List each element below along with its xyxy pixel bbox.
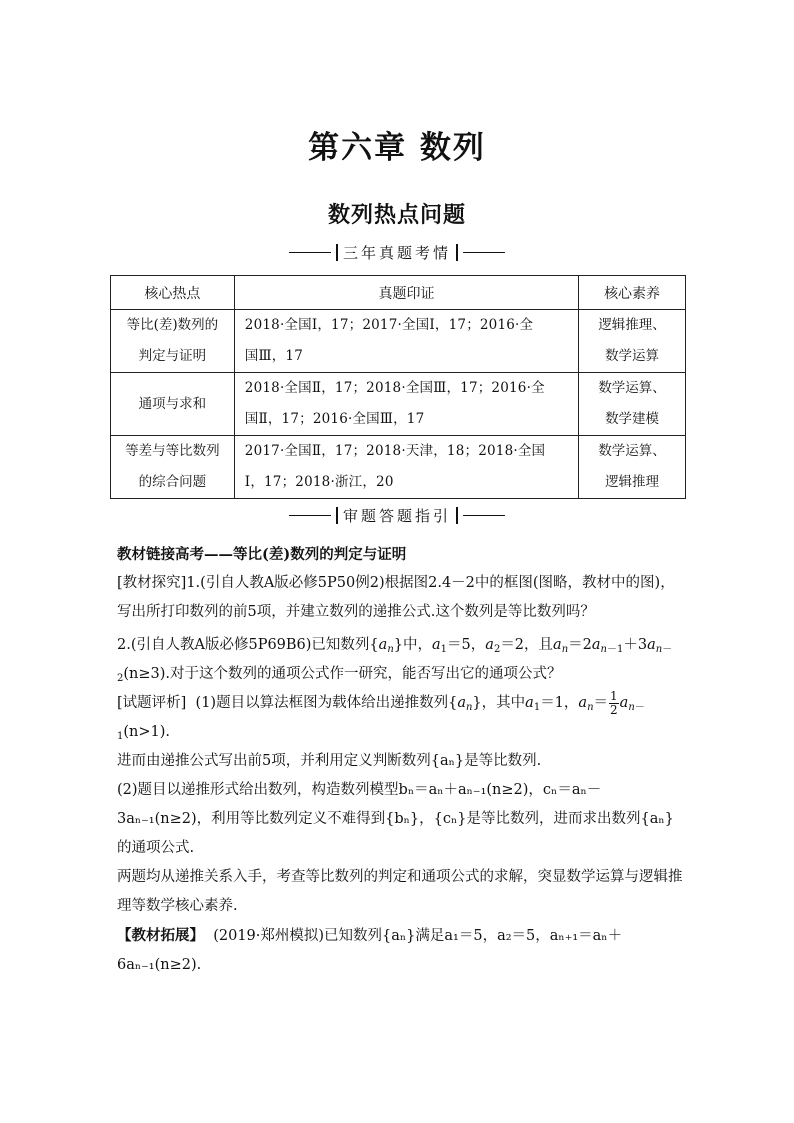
heading-bar-right <box>456 507 458 524</box>
cases-cell: 2018·全国Ⅰ，17；2017·全国Ⅰ，17；2016·全 国Ⅲ，17 <box>234 310 578 373</box>
heading-bar-right <box>456 244 458 261</box>
topic-title: 教材链接高考——等比(差)数列的判定与证明 <box>117 546 407 563</box>
exam-heading <box>0 242 794 263</box>
fraction-one-half: $\frac{1}{2}$ <box>610 688 618 717</box>
table-row <box>111 436 686 499</box>
guide-heading-label: 审题答题指引 <box>342 507 451 525</box>
review-p1: [试题评析] (1)题目以算法框图为载体给出递推数列$\{a_n\}$，其中$a_1=1$，$a_n=$ $\frac{1}{2}$ $a_{n-1}(n>1)$. <box>117 688 645 742</box>
body-text <box>117 540 685 980</box>
hot-cell: 等差与等比数列 的综合问题 <box>111 436 235 499</box>
heading-rule-right <box>463 515 505 516</box>
review-p2: (2)题目以递推形式给出数列，构造数列模型bₙ＝aₙ＋aₙ₋₁(n≥2)，cₙ＝aₙ－3aₙ₋₁(n≥2)，利用等比数列定义不难得到{bₙ}，{cₙ}是等比数列，进而求出数列{aₙ}的通项公式. <box>117 782 674 856</box>
cases-cell: 2018·全国Ⅱ，17；2018·全国Ⅲ，17；2016·全 国Ⅱ，17；2016·全国Ⅲ，17 <box>234 373 578 436</box>
cases-cell: 2017·全国Ⅱ，17；2018·天津，18；2018·全国 Ⅰ，17；2018·浙江，20 <box>234 436 578 499</box>
extend-tag: 【教材拓展】 <box>117 927 204 944</box>
header-hot: 核心热点 <box>111 276 235 310</box>
literacy-cell: 数学运算、 数学建模 <box>579 373 686 436</box>
guide-heading <box>0 505 794 526</box>
header-literacy: 核心素养 <box>579 276 686 310</box>
review-p3: 两题均从递推关系入手，考查等比数列的判定和通项公式的求解，突显数学运算与逻辑推理等数学核心素养. <box>117 869 683 914</box>
exam-heading-label: 三年真题考情 <box>342 244 451 262</box>
explore-tag: [教材探究] <box>117 575 187 591</box>
header-cases: 真题印证 <box>234 276 578 310</box>
review-p1-line2: 进而由递推公式写出前5项，并利用定义判断数列{aₙ}是等比数列. <box>117 753 542 769</box>
section-title: 数列热点问题 <box>327 202 466 228</box>
extend-paragraph: 【教材拓展】 (2019·郑州模拟)已知数列{aₙ}满足a₁＝5，a₂＝5，aₙ₊₁＝aₙ＋6aₙ₋₁(n≥2). <box>117 927 623 973</box>
heading-rule-left <box>289 252 331 253</box>
hot-cell: 通项与求和 <box>111 373 235 436</box>
explore-q1: [教材探究]1.(引自人教A版必修5P50例2)根据图2.4－2中的框图(图略，教材中的图)，写出所打印数列的前5项，并建立数列的递推公式.这个数列是等比数列吗？ <box>117 575 675 620</box>
heading-rule-left <box>289 515 331 516</box>
heading-bar-left <box>336 244 338 261</box>
hot-cell: 等比(差)数列的 判定与证明 <box>111 310 235 373</box>
literacy-cell: 数学运算、 逻辑推理 <box>579 436 686 499</box>
table-header-row <box>111 276 686 310</box>
heading-bar-left <box>336 507 338 524</box>
review-tag: [试题评析] <box>117 695 187 711</box>
table-row <box>111 373 686 436</box>
table-row <box>111 310 686 373</box>
exam-table <box>110 275 686 499</box>
chapter-title: 第六章 数列 <box>308 130 486 166</box>
literacy-cell: 逻辑推理、 数学运算 <box>579 310 686 373</box>
heading-rule-right <box>463 252 505 253</box>
explore-q2: 2.(引自人教A版必修5P69B6)已知数列$\{a_n\}$中，$a_1=5$，$a_2=2$，且$a_n=2a_{n-1}+3a_{n-2}(n\ge 3)$.对于这个数列的通项公式作一研究，能否写出它的通项公式？ <box>117 637 673 684</box>
